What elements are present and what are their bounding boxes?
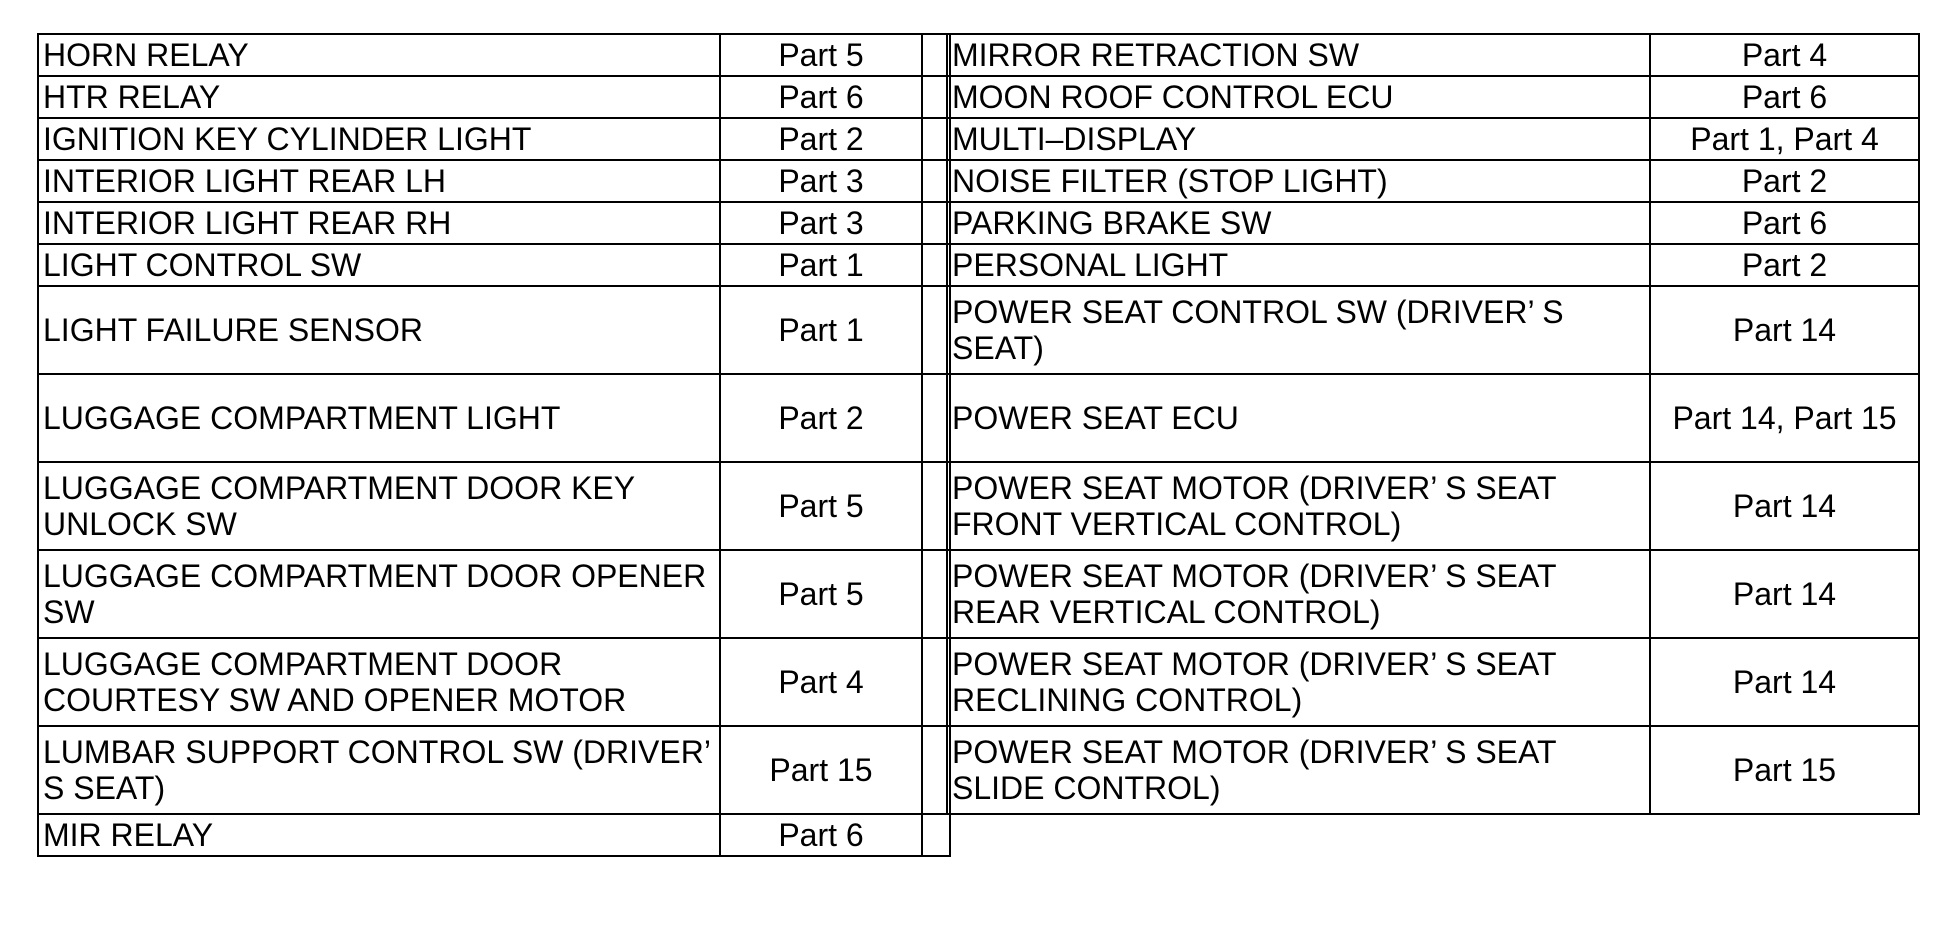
part-reference-cell: Part 2 <box>720 118 922 160</box>
part-reference-cell: Part 6 <box>720 814 922 856</box>
component-name-cell: LUMBAR SUPPORT CONTROL SW (DRIVER’ S SEAT) <box>38 726 720 814</box>
table-row <box>38 550 950 638</box>
table-row <box>947 374 1919 462</box>
component-name-cell: POWER SEAT MOTOR (DRIVER’ S SEAT FRONT VERTICAL CONTROL) <box>947 462 1650 550</box>
table-row <box>947 76 1919 118</box>
component-name-cell: POWER SEAT CONTROL SW (DRIVER’ S SEAT) <box>947 286 1650 374</box>
table-row <box>947 160 1919 202</box>
separator-cell <box>922 814 950 856</box>
table-row <box>38 244 950 286</box>
part-reference-cell: Part 3 <box>720 202 922 244</box>
component-name-cell: POWER SEAT ECU <box>947 374 1650 462</box>
part-reference-cell: Part 14 <box>1650 550 1919 638</box>
table-row <box>947 118 1919 160</box>
component-name-cell: LUGGAGE COMPARTMENT DOOR OPENER SW <box>38 550 720 638</box>
component-name-cell: INTERIOR LIGHT REAR LH <box>38 160 720 202</box>
component-index-table-right <box>946 33 1920 815</box>
part-reference-cell: Part 4 <box>1650 34 1919 76</box>
table-row <box>947 202 1919 244</box>
part-reference-cell: Part 6 <box>720 76 922 118</box>
table-row <box>38 118 950 160</box>
part-reference-cell: Part 14 <box>1650 638 1919 726</box>
part-reference-cell: Part 14 <box>1650 286 1919 374</box>
part-reference-cell: Part 5 <box>720 550 922 638</box>
table-row <box>38 462 950 550</box>
component-name-cell: IGNITION KEY CYLINDER LIGHT <box>38 118 720 160</box>
part-reference-cell: Part 15 <box>1650 726 1919 814</box>
component-name-cell: MIRROR RETRACTION SW <box>947 34 1650 76</box>
component-name-cell: MOON ROOF CONTROL ECU <box>947 76 1650 118</box>
component-name-cell: LUGGAGE COMPARTMENT DOOR KEY UNLOCK SW <box>38 462 720 550</box>
component-name-cell: PERSONAL LIGHT <box>947 244 1650 286</box>
part-reference-cell: Part 2 <box>1650 244 1919 286</box>
part-reference-cell: Part 14, Part 15 <box>1650 374 1919 462</box>
part-reference-cell: Part 5 <box>720 462 922 550</box>
component-name-cell: HORN RELAY <box>38 34 720 76</box>
table-row <box>38 160 950 202</box>
component-name-cell: HTR RELAY <box>38 76 720 118</box>
table-row <box>38 76 950 118</box>
part-reference-cell: Part 2 <box>1650 160 1919 202</box>
table-row <box>38 202 950 244</box>
part-reference-cell: Part 5 <box>720 34 922 76</box>
table-row <box>947 550 1919 638</box>
part-reference-cell: Part 14 <box>1650 462 1919 550</box>
component-name-cell: LUGGAGE COMPARTMENT LIGHT <box>38 374 720 462</box>
part-reference-cell: Part 1 <box>720 244 922 286</box>
part-reference-cell: Part 1 <box>720 286 922 374</box>
component-name-cell: POWER SEAT MOTOR (DRIVER’ S SEAT RECLINING CONTROL) <box>947 638 1650 726</box>
table-row <box>947 244 1919 286</box>
component-name-cell: PARKING BRAKE SW <box>947 202 1650 244</box>
table-row <box>38 726 950 814</box>
table-row <box>947 286 1919 374</box>
component-name-cell: LIGHT CONTROL SW <box>38 244 720 286</box>
component-name-cell: MULTI–DISPLAY <box>947 118 1650 160</box>
table-row <box>38 34 950 76</box>
table-row <box>38 374 950 462</box>
table-row <box>38 638 950 726</box>
component-name-cell: LIGHT FAILURE SENSOR <box>38 286 720 374</box>
component-name-cell: POWER SEAT MOTOR (DRIVER’ S SEAT REAR VERTICAL CONTROL) <box>947 550 1650 638</box>
part-reference-cell: Part 3 <box>720 160 922 202</box>
component-name-cell: INTERIOR LIGHT REAR RH <box>38 202 720 244</box>
component-name-cell: NOISE FILTER (STOP LIGHT) <box>947 160 1650 202</box>
table-row <box>947 726 1919 814</box>
component-name-cell: POWER SEAT MOTOR (DRIVER’ S SEAT SLIDE CONTROL) <box>947 726 1650 814</box>
part-reference-cell: Part 1, Part 4 <box>1650 118 1919 160</box>
table-row <box>38 814 950 856</box>
component-name-cell: LUGGAGE COMPARTMENT DOOR COURTESY SW AND OPENER MOTOR <box>38 638 720 726</box>
component-index-table-left <box>37 33 951 857</box>
table-row <box>947 638 1919 726</box>
part-reference-cell: Part 6 <box>1650 76 1919 118</box>
part-reference-cell: Part 15 <box>720 726 922 814</box>
part-reference-cell: Part 6 <box>1650 202 1919 244</box>
table-row <box>38 286 950 374</box>
table-row <box>947 34 1919 76</box>
part-reference-cell: Part 4 <box>720 638 922 726</box>
table-row <box>947 462 1919 550</box>
part-reference-cell: Part 2 <box>720 374 922 462</box>
component-name-cell: MIR RELAY <box>38 814 720 856</box>
